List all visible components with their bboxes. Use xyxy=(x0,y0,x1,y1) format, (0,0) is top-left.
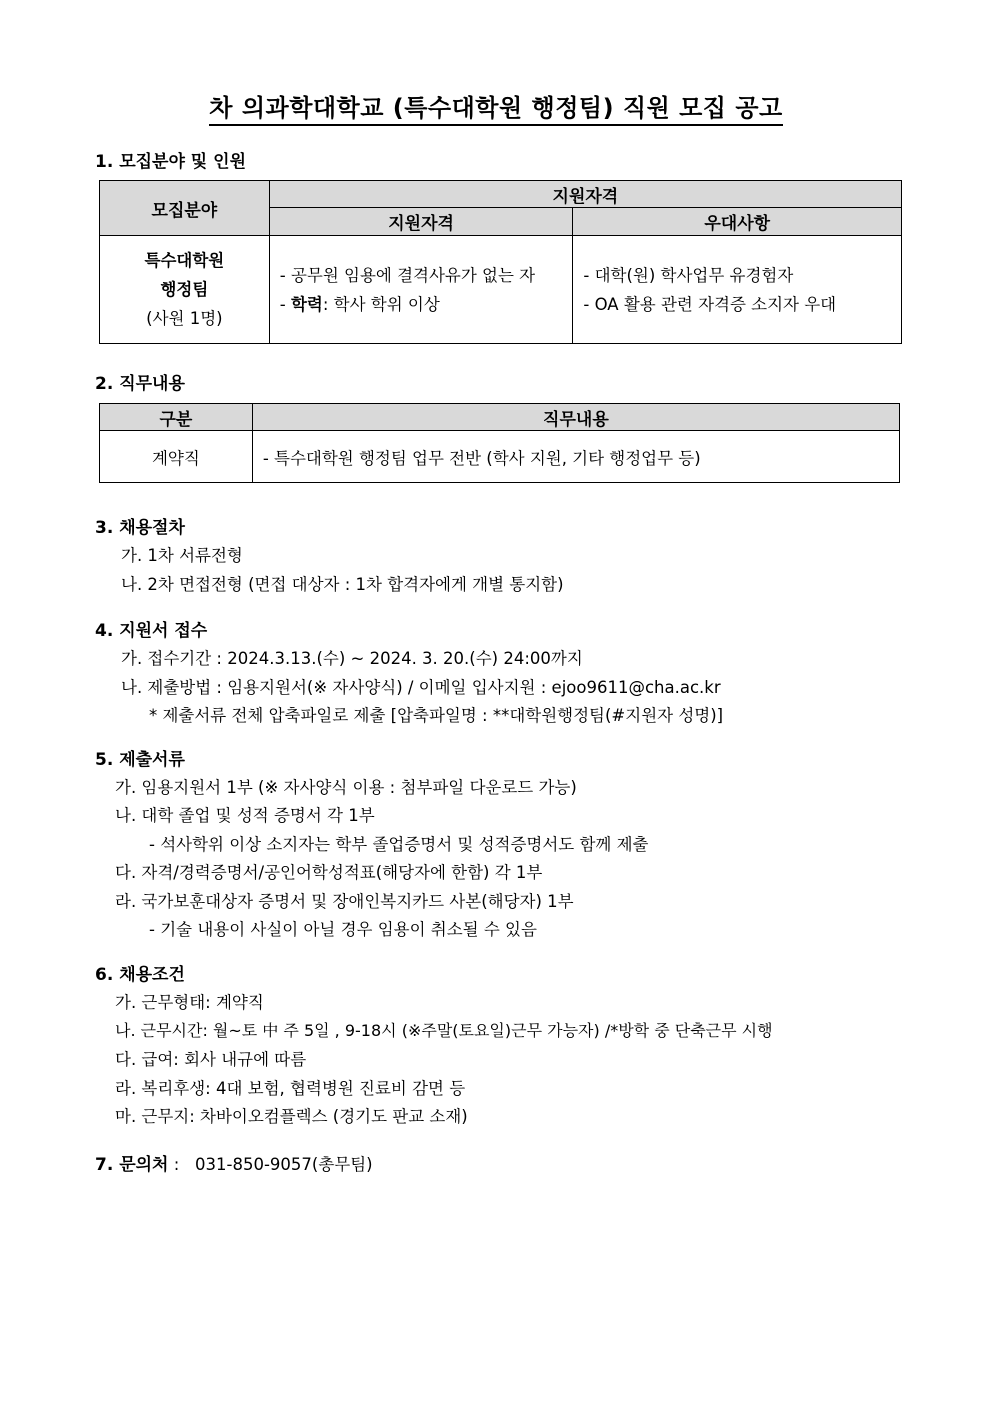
field-cell xyxy=(100,236,270,344)
section-7-heading: 7. 문의처 xyxy=(95,1155,169,1175)
list-item: 나. 근무시간: 월~토 中 주 5일 , 9-18시 (※주말(토요일)근무 가능자) /*방학 중 단축근무 시행 xyxy=(115,1021,773,1040)
job-description-table xyxy=(99,403,900,483)
list-item: 라. 복리후생: 4대 보험, 협력병원 진료비 감면 등 xyxy=(115,1079,466,1098)
list-item: 나. 제출방법 : 임용지원서(※ 자사양식) / 이메일 입사지원 : ejoo9611@cha.ac.kr xyxy=(121,678,721,697)
contact-line xyxy=(95,1150,373,1175)
preference-cell xyxy=(573,236,902,344)
note-item: * 제출서류 전체 압축파일로 제출 [압축파일명 : **대학원행정팀(#지원자 성명)] xyxy=(149,706,724,725)
list-item: 다. 급여: 회사 내규에 따름 xyxy=(115,1050,307,1069)
list-item: 마. 근무지: 차바이오컴플렉스 (경기도 판교 소재) xyxy=(115,1107,468,1126)
section-5-heading: 5. 제출서류 xyxy=(95,750,185,770)
qualification-cell xyxy=(269,236,573,344)
header-qualification-sub: 지원자격 xyxy=(269,208,573,236)
qualification-item: - 공무원 임용에 결격사유가 없는 자 xyxy=(279,265,536,285)
header-qualification: 지원자격 xyxy=(269,181,901,208)
field-name-line2: 행정팀 xyxy=(160,280,209,299)
section-6-heading: 6. 채용조건 xyxy=(95,965,185,985)
list-item: 가. 임용지원서 1부 (※ 자사양식 이용 : 첨부파일 다운로드 가능) xyxy=(115,778,577,797)
field-headcount: (사원 1명) xyxy=(146,309,223,328)
preference-item: - OA 활용 관련 자격증 소지자 우대 xyxy=(583,294,837,314)
list-item: 나. 2차 면접전형 (면접 대상자 : 1차 합격자에게 개별 통지함) xyxy=(121,575,564,594)
employment-type-cell: 계약직 xyxy=(100,431,253,483)
list-item: 가. 근무형태: 계약직 xyxy=(115,993,264,1012)
education-value: : 학사 학위 이상 xyxy=(322,294,440,314)
page-title: 차 의과학대학교 (특수대학원 행정팀) 직원 모집 공고 xyxy=(0,88,992,123)
preference-item: - 대학(원) 학사업무 유경험자 xyxy=(583,265,794,285)
section-2-heading: 2. 직무내용 xyxy=(95,374,185,394)
list-item: 가. 접수기간 : 2024.3.13.(수) ~ 2024. 3. 20.(수) 24:00까지 xyxy=(121,649,583,668)
list-item: 다. 자격/경력증명서/공인어학성적표(해당자에 한함) 각 1부 xyxy=(115,863,543,882)
header-type: 구분 xyxy=(100,404,253,431)
section-4-heading: 4. 지원서 접수 xyxy=(95,621,208,641)
header-preference: 우대사항 xyxy=(573,208,902,236)
section-3-heading: 3. 채용절차 xyxy=(95,518,185,538)
header-description: 직무내용 xyxy=(252,404,899,431)
sub-item: - 석사학위 이상 소지자는 학부 졸업증명서 및 성적증명서도 함께 제출 xyxy=(149,835,649,854)
list-item: 가. 1차 서류전형 xyxy=(121,546,243,565)
contact-phone: 031-850-9057(총무팀) xyxy=(195,1155,373,1174)
recruitment-field-table xyxy=(99,180,902,344)
header-field: 모집분야 xyxy=(100,181,270,236)
education-label: 학력 xyxy=(290,294,323,314)
qualification-item-education xyxy=(280,290,573,319)
contact-separator: : xyxy=(168,1155,196,1174)
sub-item: - 기술 내용이 사실이 아닐 경우 임용이 취소될 수 있음 xyxy=(149,920,537,939)
list-item: 나. 대학 졸업 및 성적 증명서 각 1부 xyxy=(115,806,375,825)
field-name-line1: 특수대학원 xyxy=(144,251,225,270)
section-1-heading: 1. 모집분야 및 인원 xyxy=(95,152,246,172)
list-item: 라. 국가보훈대상자 증명서 및 장애인복지카드 사본(해당자) 1부 xyxy=(115,892,574,911)
job-description-cell: - 특수대학원 행정팀 업무 전반 (학사 지원, 기타 행정업무 등) xyxy=(252,431,899,483)
bullet: - xyxy=(279,294,291,314)
